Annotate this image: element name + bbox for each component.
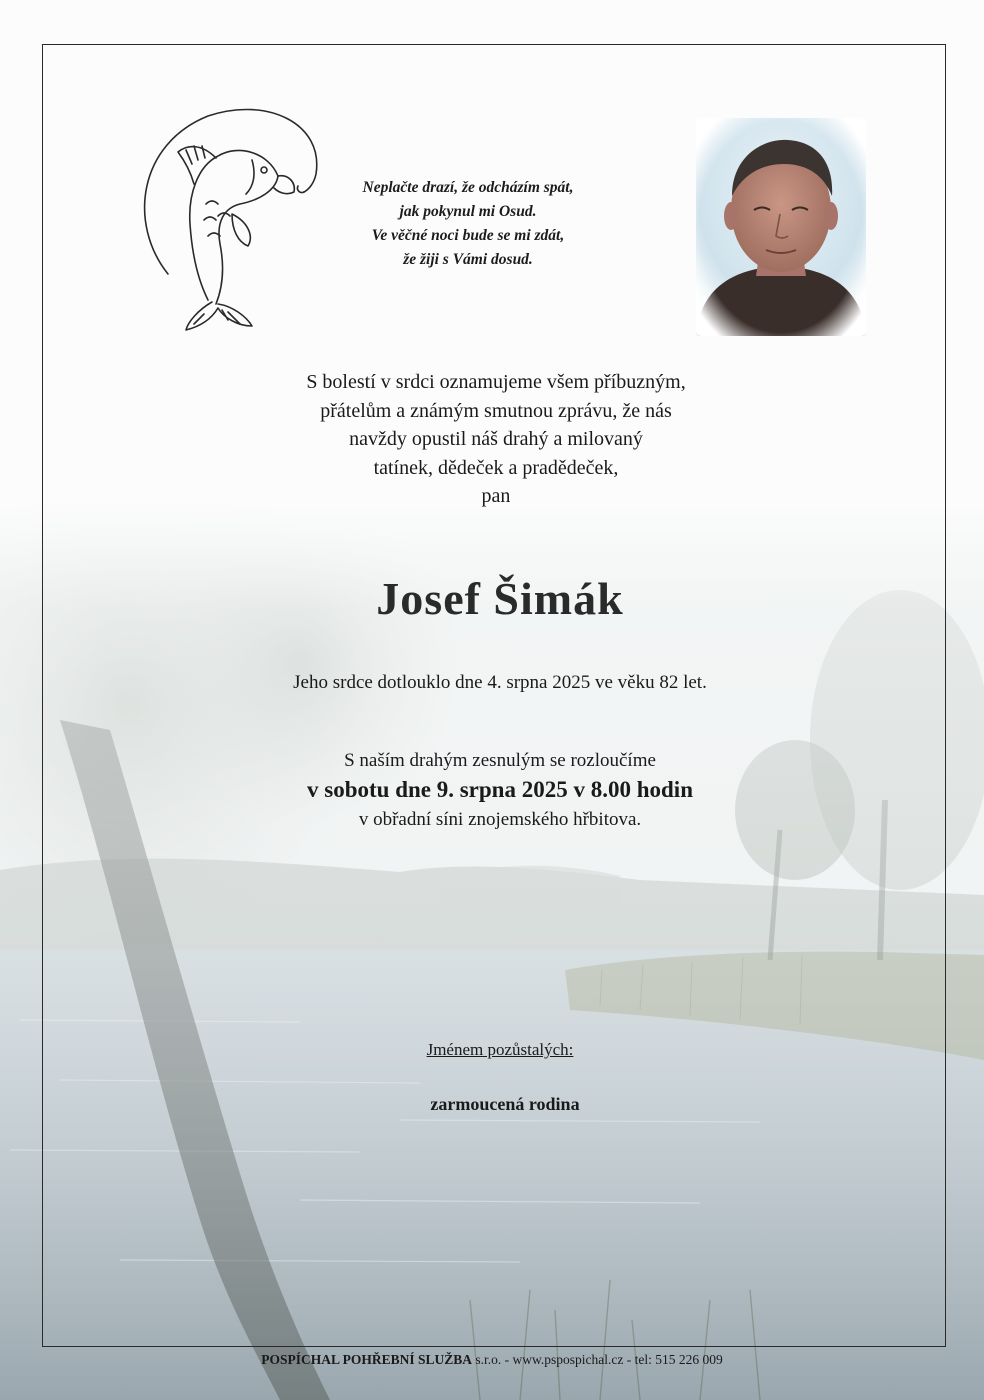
poem-line: Neplačte drazí, že odcházím spát,: [362, 179, 574, 196]
footer-details: s.r.o. - www.pspospichal.cz - tel: 515 226 009: [472, 1352, 723, 1367]
death-notice: Jeho srdce dotlouklo dne 4. srpna 2025 ve věku 82 let.: [293, 672, 707, 693]
poem-line: jak pokynul mi Osud.: [399, 203, 537, 220]
announcement-line: tatínek, dědeček a pradědeček,: [373, 456, 619, 479]
deceased-name: Josef Šimák: [376, 573, 624, 624]
farewell-details: [180, 746, 820, 834]
farewell-line: S naším drahým zesnulým se rozloučíme: [344, 750, 656, 771]
announcement-line: S bolestí v srdci oznamujeme všem příbuzným,: [306, 371, 686, 393]
announcement-line: navždy opustil náš drahý a milovaný: [349, 428, 643, 450]
poem-verse: [318, 176, 618, 272]
announcement-line: pan: [481, 485, 511, 507]
announcement-line: přátelům a známým smutnou zprávu, že nás: [320, 399, 672, 422]
portrait-photo: [696, 118, 866, 336]
family-signature: zarmoucená rodina: [430, 1094, 580, 1114]
announcement-text: [200, 368, 792, 511]
footer-contact: [140, 1352, 844, 1368]
farewell-place: v obřadní síni znojemského hřbitova.: [358, 809, 642, 830]
footer-company: POSPÍCHAL POHŘEBNÍ SLUŽBA: [261, 1352, 473, 1367]
on-behalf-label: Jménem pozůstalých:: [426, 1040, 574, 1059]
leaping-fish-icon: [128, 104, 328, 336]
poem-line: Ve věčné noci bude se mi zdát,: [371, 227, 565, 244]
farewell-date: v sobotu dne 9. srpna 2025 v 8.00 hodin: [307, 777, 693, 802]
poem-line: že žiji s Vámi dosud.: [403, 251, 533, 268]
